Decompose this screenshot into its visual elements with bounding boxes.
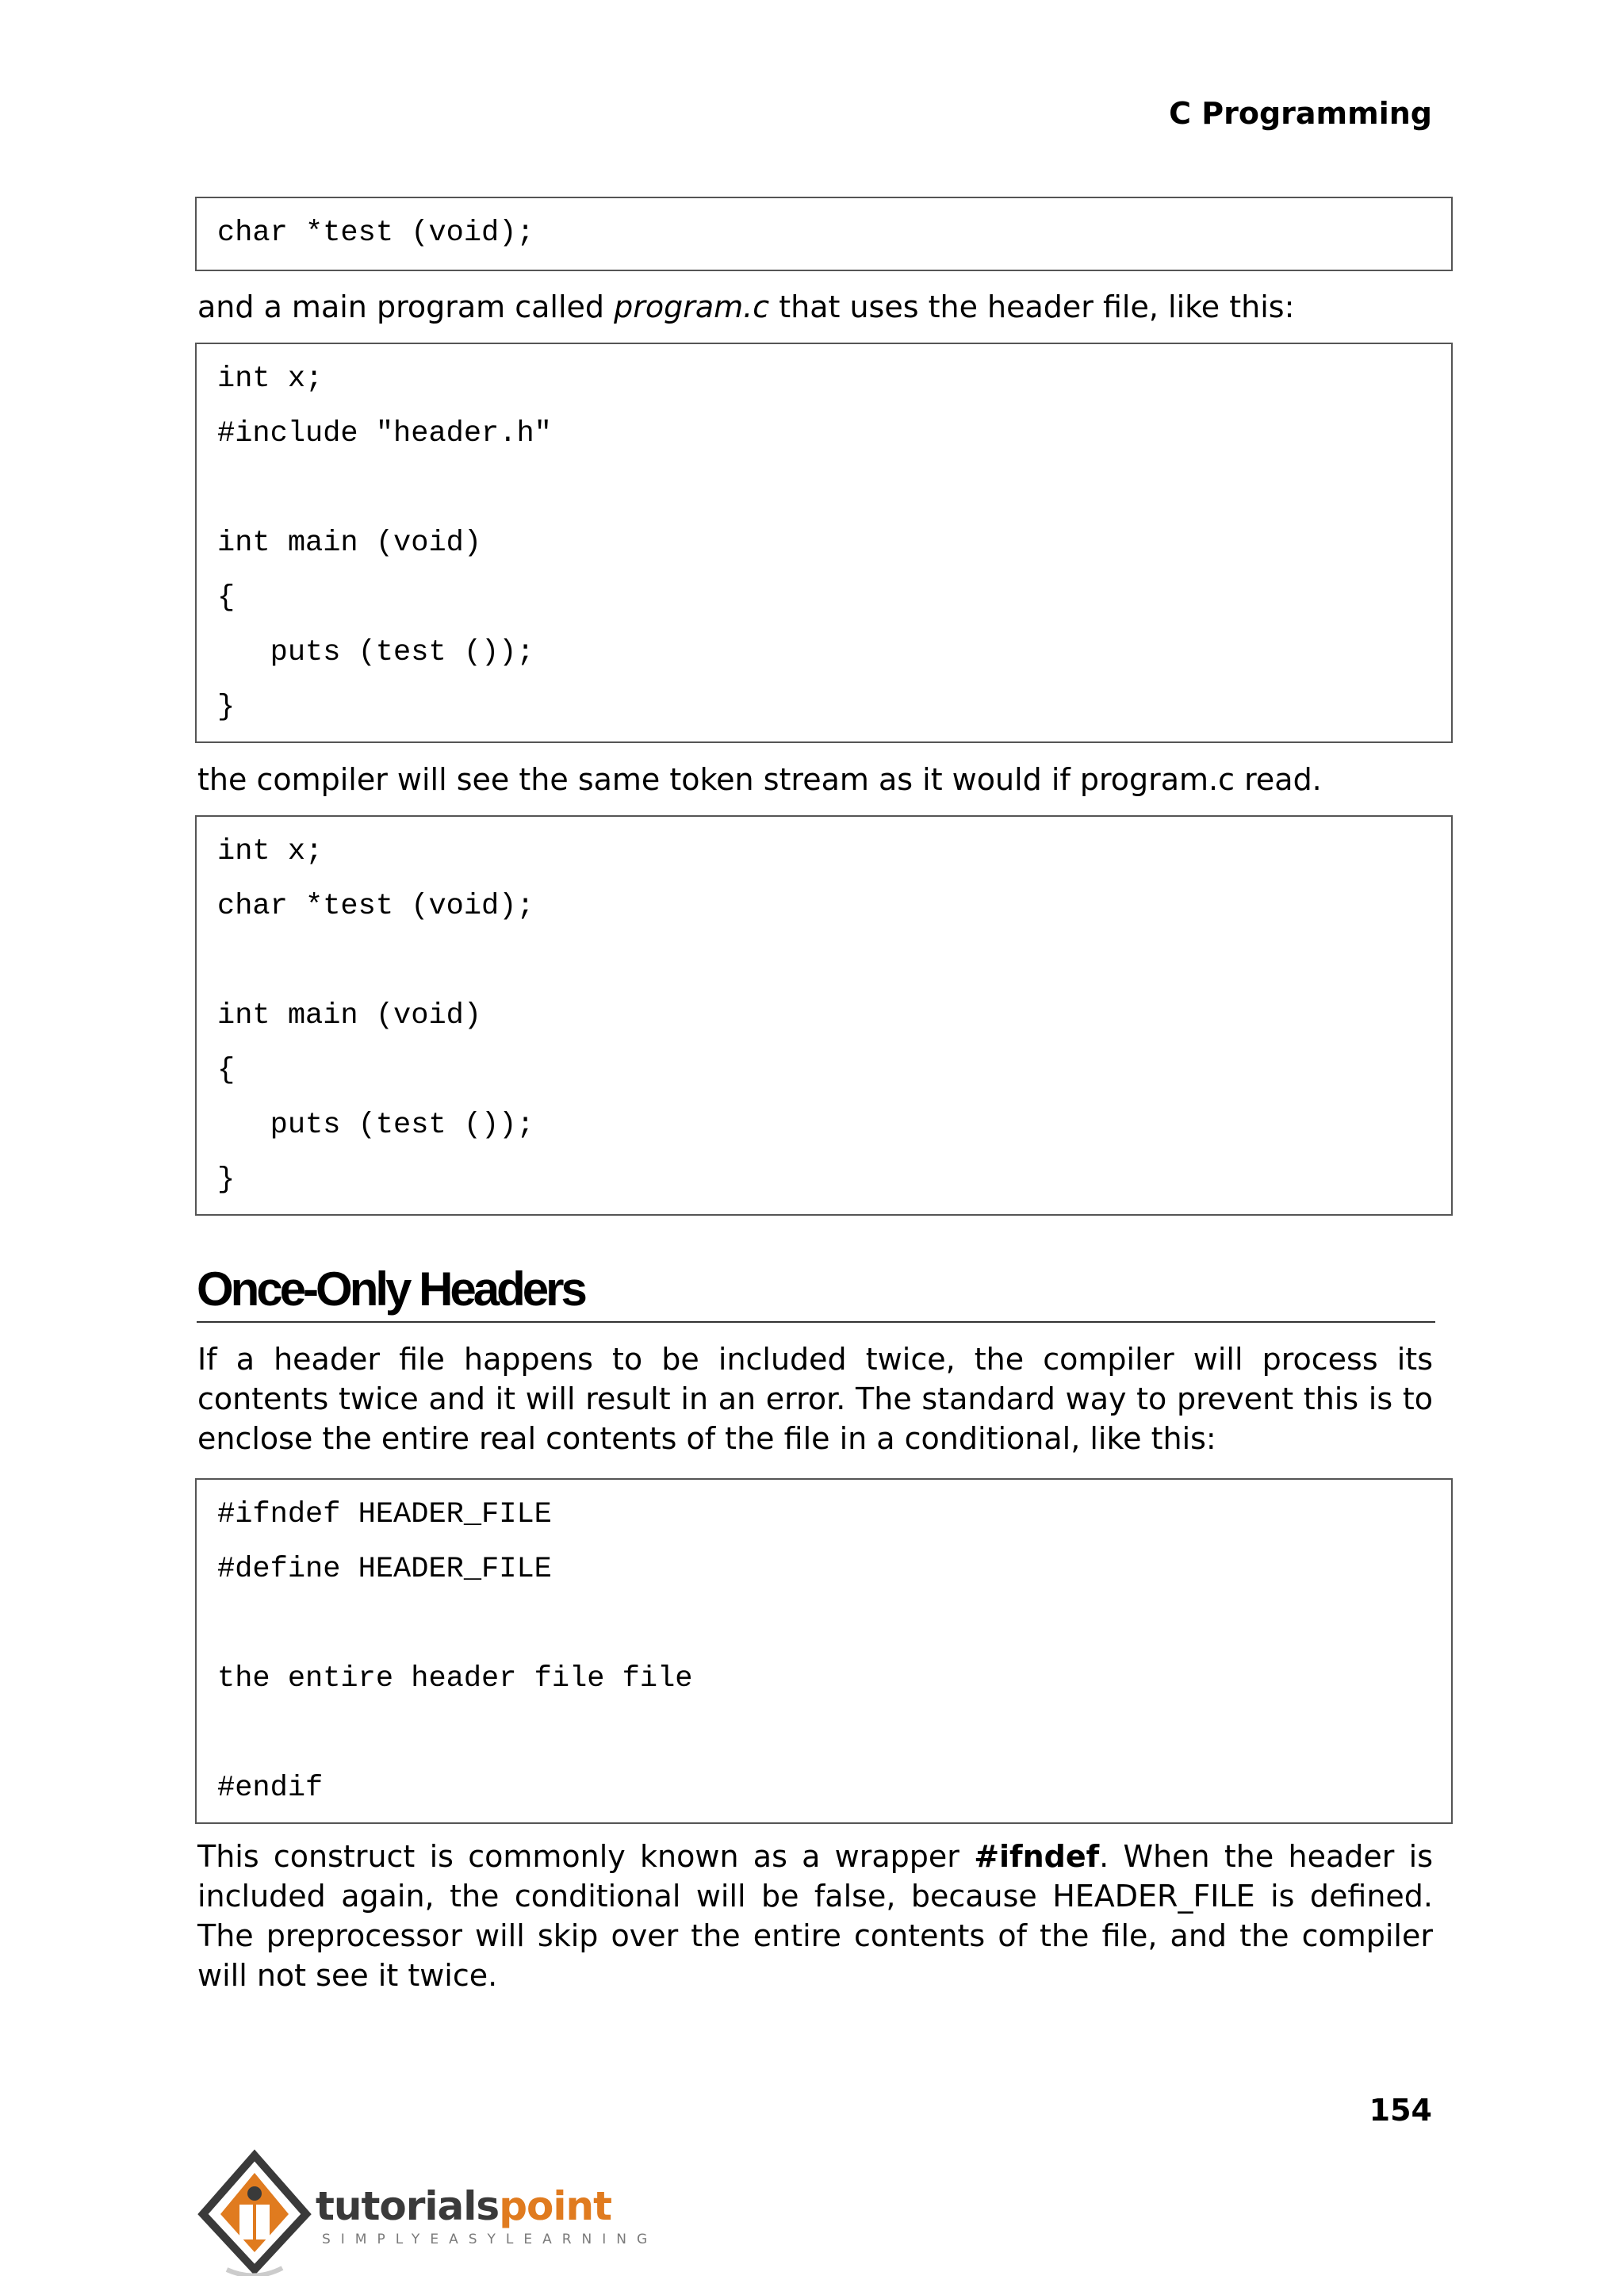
section-heading: Once-Only Headers	[197, 1261, 1435, 1323]
code-block-ifndef-wrapper	[195, 1478, 1453, 1824]
code-line: puts (test ());	[217, 1109, 534, 1142]
code-line: #define HEADER_FILE	[217, 1553, 552, 1586]
logo-word-part: tutorials	[316, 2183, 500, 2229]
code-line: int x;	[217, 362, 324, 396]
code-line: char *test (void);	[217, 890, 534, 923]
paragraph-token-stream: the compiler will see the same token stream as it would if program.c read.	[197, 762, 1322, 797]
code-line: }	[217, 1163, 236, 1197]
ifndef-keyword: #ifndef	[974, 1839, 1100, 1874]
code-line: #ifndef HEADER_FILE	[217, 1498, 552, 1531]
page-number: 154	[1369, 2093, 1432, 2128]
code-line: #endif	[217, 1772, 324, 1805]
code-line: int main (void)	[217, 999, 482, 1033]
code-line: #include "header.h"	[217, 417, 552, 450]
logo-tagline: SIMPLYEASYLEARNING	[322, 2232, 658, 2247]
code-line	[217, 945, 1451, 1000]
code-line: the entire header file file	[217, 1662, 693, 1695]
paragraph-wrapper-explanation	[197, 1837, 1433, 1995]
code-line: puts (test ());	[217, 636, 534, 669]
code-line	[217, 1718, 1451, 1772]
tutorialspoint-logo	[195, 2149, 658, 2276]
code-block-program-c	[195, 343, 1453, 743]
code-line	[217, 1608, 1451, 1663]
code-line: int main (void)	[217, 527, 482, 560]
paragraph-text: . When the header is included again, the conditional will be false, because HEADER_FILE is defined. The preprocessor will skip over the entire contents of the file, and the compiler will not see it twice.	[197, 1839, 1433, 1993]
paragraph-text: and a main program called	[197, 289, 615, 324]
paragraph-once-only-intro: If a header file happens to be included twice, the compiler will process its contents twice and it will result in an error. The standard way to prevent this is to enclose the entire real contents of the file in a conditional, like this:	[197, 1342, 1433, 1456]
filename-emphasis: program.c	[614, 289, 770, 324]
paragraph-main-program-intro	[197, 287, 1433, 327]
running-header-title: C Programming	[1169, 96, 1432, 131]
paragraph-text: that uses the header file, like this:	[769, 289, 1295, 324]
code-line	[217, 473, 1451, 527]
code-line: }	[217, 691, 236, 724]
logo-wordmark	[316, 2184, 611, 2228]
code-line: {	[217, 1054, 236, 1087]
code-block-token-stream	[195, 815, 1453, 1216]
code-block-header-declaration	[195, 197, 1453, 271]
paragraph-text: This construct is commonly known as a wrapper	[197, 1839, 975, 1874]
code-line: char *test (void);	[217, 216, 534, 250]
logo-word-part: point	[499, 2183, 611, 2229]
logo-diamond-icon	[195, 2149, 314, 2276]
code-line: int x;	[217, 835, 324, 868]
code-line: {	[217, 581, 236, 615]
